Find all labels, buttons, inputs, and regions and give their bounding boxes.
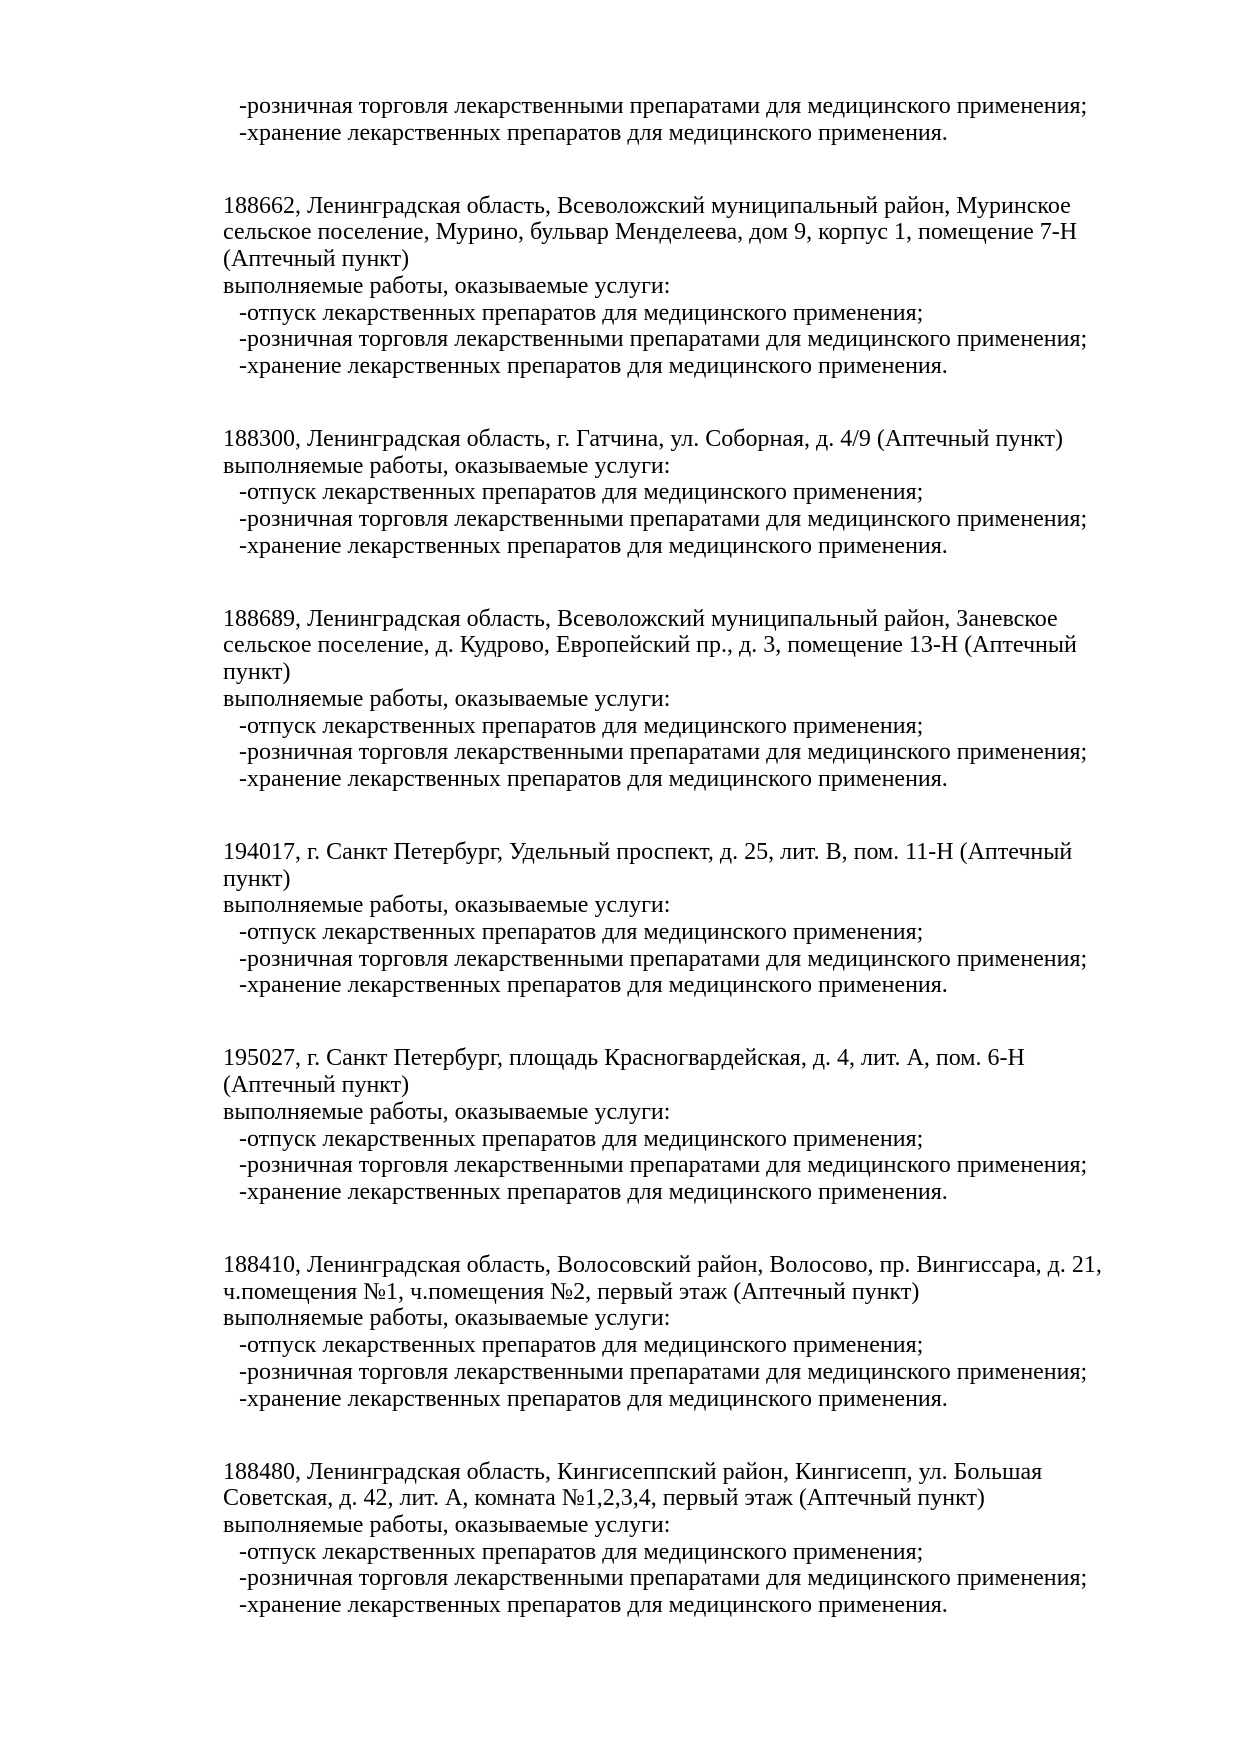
service-item-retail: -розничная торговля лекарственными препаратами для медицинского применения; [239, 739, 1088, 766]
address-line: 188410, Ленинградская область, Волосовский район, Волосово, пр. Вингиссара, д. 21, [223, 1251, 1102, 1278]
service-item-retail: -розничная торговля лекарственными препаратами для медицинского применения; [239, 1358, 1088, 1385]
service-item-retail: -розничная торговля лекарственными препаратами для медицинского применения; [239, 945, 1088, 972]
service-item-storage: -хранение лекарственных препаратов для медицинского применения. [239, 972, 948, 999]
service-item-storage: -хранение лекарственных препаратов для медицинского применения. [239, 1178, 948, 1205]
service-item-retail: -розничная торговля лекарственными препаратами для медицинского применения; [239, 1565, 1088, 1592]
services-label: выполняемые работы, оказываемые услуги: [223, 685, 671, 712]
pharmacy-entry [223, 193, 1163, 380]
pharmacy-entry [223, 1252, 1163, 1412]
service-item-dispensing: -отпуск лекарственных препаратов для медицинского применения; [239, 1538, 924, 1565]
address-line: пункт) [223, 865, 291, 892]
address-line: Советская, д. 42, лит. А, комната №1,2,3,4, первый этаж (Аптечный пункт) [223, 1485, 985, 1512]
services-label: выполняемые работы, оказываемые услуги: [223, 892, 671, 919]
address-line: 188662, Ленинградская область, Всеволожский муниципальный район, Муринское [223, 192, 1071, 219]
address-line: 188300, Ленинградская область, г. Гатчина, ул. Соборная, д. 4/9 (Аптечный пункт) [223, 425, 1063, 452]
address-line: 194017, г. Санкт Петербург, Удельный проспект, д. 25, лит. В, пом. 11-Н (Аптечный [223, 838, 1073, 865]
address-line: сельское поселение, д. Кудрово, Европейский пр., д. 3, помещение 13-Н (Аптечный [223, 632, 1077, 659]
document-page [223, 93, 1163, 1619]
service-item-storage: -хранение лекарственных препаратов для медицинского применения. [239, 352, 948, 379]
service-item-retail: -розничная торговля лекарственными препаратами для медицинского применения; [239, 326, 1088, 353]
address-line: (Аптечный пункт) [223, 1072, 410, 1099]
service-item-dispensing: -отпуск лекарственных препаратов для медицинского применения; [239, 299, 924, 326]
address-line: 195027, г. Санкт Петербург, площадь Красногвардейская, д. 4, лит. А, пом. 6-Н [223, 1045, 1025, 1072]
service-item-storage: -хранение лекарственных препаратов для медицинского применения. [239, 765, 948, 792]
pharmacy-entry [223, 606, 1163, 793]
address-line: 188689, Ленинградская область, Всеволожский муниципальный район, Заневское [223, 605, 1058, 632]
pharmacy-entry [223, 1045, 1163, 1205]
service-item-dispensing: -отпуск лекарственных препаратов для медицинского применения; [239, 1332, 924, 1359]
services-label: выполняемые работы, оказываемые услуги: [223, 1511, 671, 1538]
service-item-retail: -розничная торговля лекарственными препаратами для медицинского применения; [239, 506, 1088, 533]
pharmacy-entry [223, 1459, 1163, 1619]
address-line: 188480, Ленинградская область, Кингисеппский район, Кингисепп, ул. Большая [223, 1458, 1043, 1485]
services-label: выполняемые работы, оказываемые услуги: [223, 272, 671, 299]
address-line: пункт) [223, 659, 291, 686]
carryover-block [223, 93, 1163, 146]
services-label: выполняемые работы, оказываемые услуги: [223, 1098, 671, 1125]
service-item: -розничная торговля лекарственными препаратами для медицинского применения; [239, 93, 1088, 119]
service-item-retail: -розничная торговля лекарственными препаратами для медицинского применения; [239, 1152, 1088, 1179]
service-item-storage: -хранение лекарственных препаратов для медицинского применения. [239, 1592, 948, 1619]
address-line: ч.помещения №1, ч.помещения №2, первый этаж (Аптечный пункт) [223, 1278, 920, 1305]
address-line: сельское поселение, Мурино, бульвар Менделеева, дом 9, корпус 1, помещение 7-Н [223, 219, 1078, 246]
services-label: выполняемые работы, оказываемые услуги: [223, 1305, 671, 1332]
pharmacy-entry [223, 839, 1163, 999]
address-line: (Аптечный пункт) [223, 246, 410, 273]
pharmacy-entry [223, 426, 1163, 560]
service-item-dispensing: -отпуск лекарственных препаратов для медицинского применения; [239, 712, 924, 739]
service-item-dispensing: -отпуск лекарственных препаратов для медицинского применения; [239, 919, 924, 946]
services-label: выполняемые работы, оказываемые услуги: [223, 452, 671, 479]
service-item-dispensing: -отпуск лекарственных препаратов для медицинского применения; [239, 1125, 924, 1152]
service-item-storage: -хранение лекарственных препаратов для медицинского применения. [239, 532, 948, 559]
service-item: -хранение лекарственных препаратов для медицинского применения. [239, 119, 948, 146]
service-item-storage: -хранение лекарственных препаратов для медицинского применения. [239, 1385, 948, 1412]
service-item-dispensing: -отпуск лекарственных препаратов для медицинского применения; [239, 479, 924, 506]
